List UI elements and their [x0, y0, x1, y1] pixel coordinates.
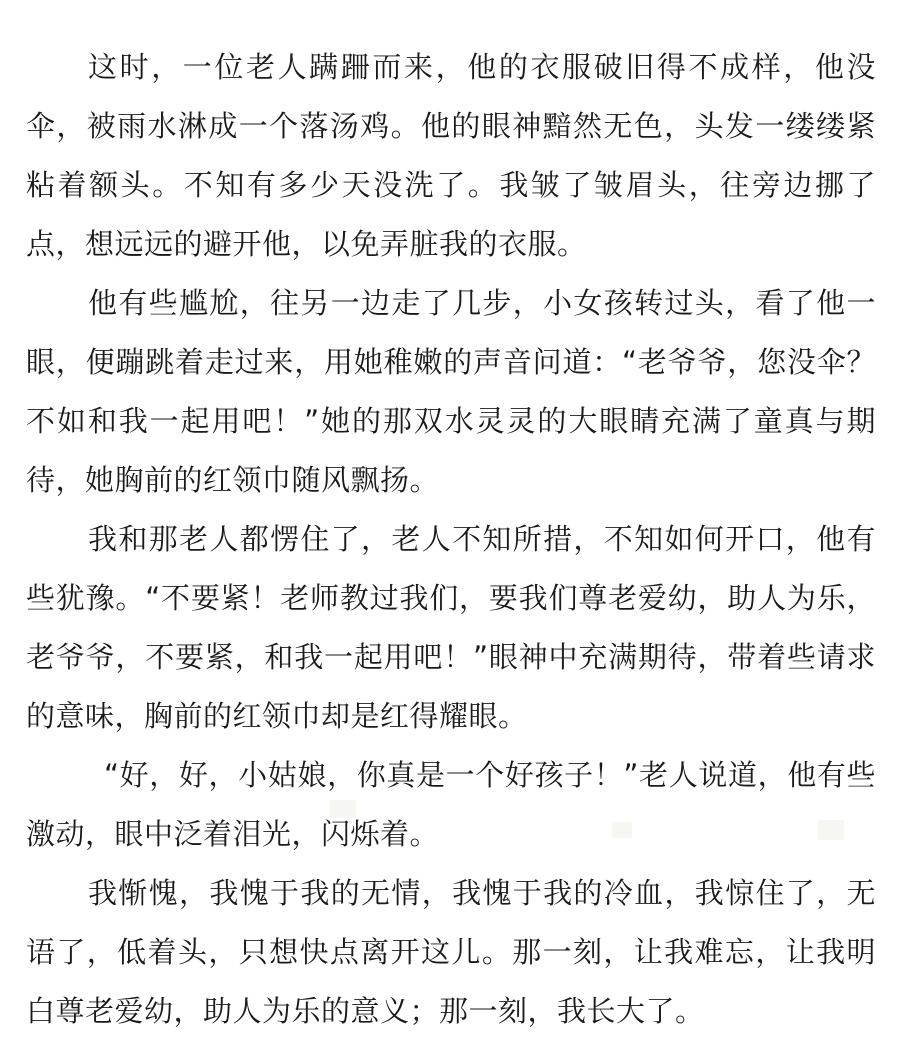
paragraph: “好，好，小姑娘，你真是一个好孩子！”老人说道，他有些激动，眼中泛着泪光，闪烁着。: [26, 758, 876, 851]
paragraph: 他有些尴尬，往另一边走了几步，小女孩转过头，看了他一眼，便蹦跳着走过来，用她稚嫩的声音问道：“老爷爷，您没伞？不如和我一起用吧！”她的那双水灵灵的大眼睛充满了童真与期待，她胸前的红领巾随风飘扬。: [26, 286, 876, 497]
paragraph: 这时，一位老人蹒跚而来，他的衣服破旧得不成样，他没伞，被雨水淋成一个落汤鸡。他的眼神黯然无色，头发一缕缕紧粘着额头。不知有多少天没洗了。我皱了皱眉头，往旁边挪了点，想远远的避开他，以免弄脏我的衣服。: [26, 50, 876, 261]
essay-text: [26, 38, 876, 1041]
paragraph: 我和那老人都愣住了，老人不知所措，不知如何开口，他有些犹豫。“不要紧！老师教过我们，要我们尊老爱幼，助人为乐，老爷爷，不要紧，和我一起用吧！”眼神中充满期待，带着些请求的意味，胸前的红领巾却是红得耀眼。: [26, 522, 876, 733]
paragraph: 我惭愧，我愧于我的无情，我愧于我的冷血，我惊住了，无语了，低着头，只想快点离开这儿。那一刻，让我难忘，让我明白尊老爱幼，助人为乐的意义；那一刻，我长大了。: [26, 876, 876, 1028]
